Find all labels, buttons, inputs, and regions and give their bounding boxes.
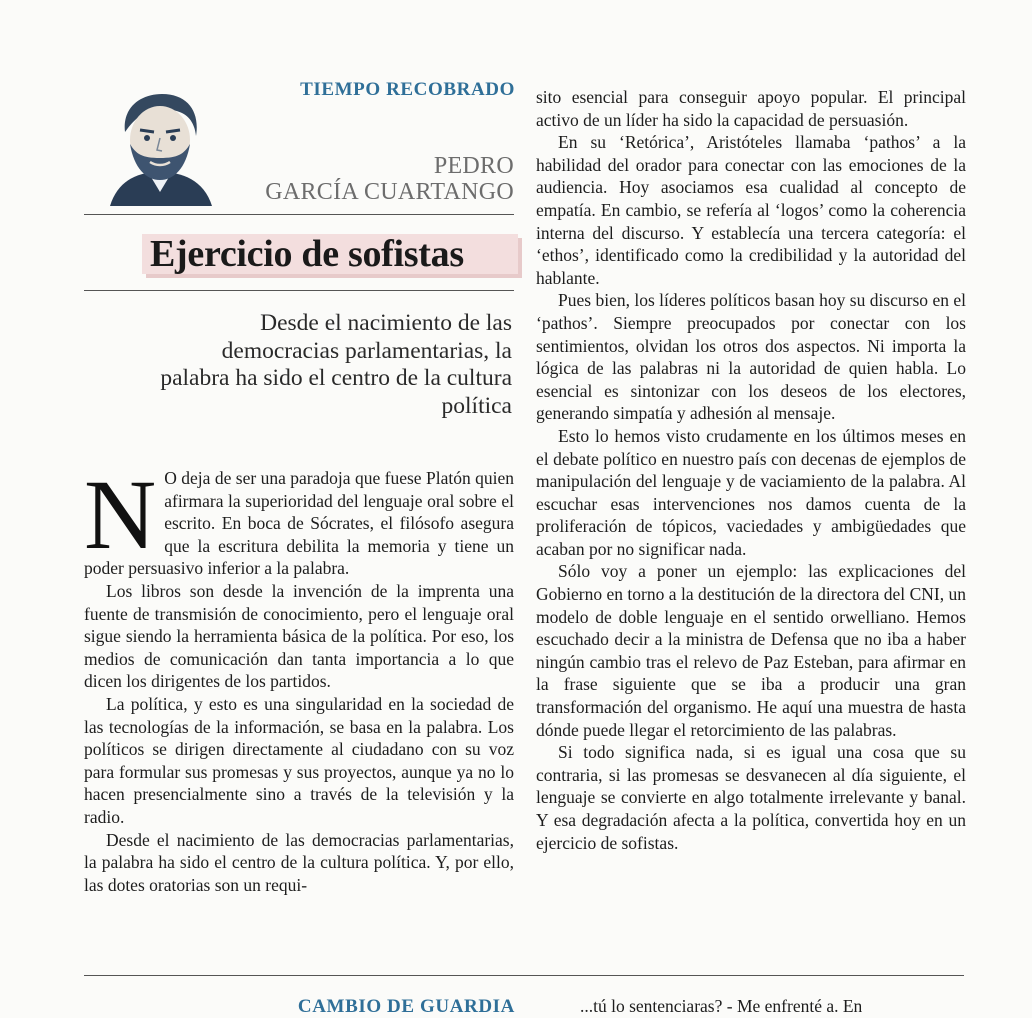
headline-divider [84,290,514,291]
paragraph-3: La política, y esto es una singularidad en la sociedad de las tecnologías de la información, se basa en la palabra. Los políticos se dirigen directamente al ciudadano con su voz para formular sus promesas y sus proyectos, aunque ya no lo hacen presencialmente sino a través de la televisión y la radio. [84,693,514,827]
author-last-name: GARCÍA CUARTANGO [265,179,514,205]
paragraph-9: Sólo voy a poner un ejemplo: las explicaciones del Gobierno en torno a la destitución de la directora del CNI, un modelo de doble lenguaje en el sentido orwelliano. Hemos escuchado decir a la ministra de Defensa que no iba a haber ningún cambio tras el relevo de Paz Esteban, para afirmar en la frase siguiente que se iba a producir una gran transformación del organismo. He aquí una muestra de hasta dónde puede llegar el retorcimiento de las palabras. [536,561,966,740]
paragraph-1-text: O deja de ser una paradoja que fuese Platón quien afirmara la superioridad del lenguaje oral sobre el escrito. En boca de Sócrates, el filósofo asegura que la escritura debilita la memoria y tiene un poder persuasivo inferior a la palabra. [84,468,514,579]
deck-subtitle: Desde el nacimiento de las democracias parlamentarias, la palabra ha sido el centro de la cultura política [160,310,512,419]
section-label: TIEMPO RECOBRADO [300,79,515,100]
paragraph-6: En su ‘Retórica’, Aristóteles llamaba ‘pathos’ a la habilidad del orador para conectar con las emociones de la audiencia. Hoy asociamos esa cualidad al concepto de empatía. En cambio, se refería al ‘logos’ como la coherencia interna del discurso. Y establecía una tercera categoría: el ‘ethos’, identificado como la credibilidad y la autoridad del hablante. [536,132,966,288]
drop-cap: N [84,459,157,570]
paragraph-1 [84,459,514,580]
author-first-name: PEDRO [433,153,514,179]
paragraph-7: Pues bien, los líderes políticos basan hoy su discurso en el ‘pathos’. Siempre preocupados por conectar con los sentimientos, olvidan los otros dos aspectos. Ni importa la lógica de las palabras ni la autoridad de quien habla. Lo esencial es sintonizar con los deseos de los electores, generando simpatía y adhesión al mensaje. [536,290,966,424]
right-column [536,86,966,854]
left-column [84,459,514,896]
author-portrait [100,88,220,210]
top-divider [84,214,514,215]
author-byline [250,153,514,205]
next-article-text-fragment: ...tú lo sentenciaras? - Me enfrenté a. En [580,996,863,1016]
paragraph-5: sito esencial para conseguir apoyo popular. El principal activo de un líder ha sido la capacidad de persuasión. [536,87,966,130]
paragraph-4: Desde el nacimiento de las democracias parlamentarias, la palabra ha sido el centro de la cultura política. Y, por ello, las dotes oratorias son un requi- [84,829,514,895]
bottom-divider [84,975,964,976]
next-section-label: CAMBIO DE GUARDIA [297,996,515,1017]
paragraph-2: Los libros son desde la invención de la imprenta una fuente de transmisión de conocimiento, pero el lenguaje oral sigue siendo la herramienta básica de la política. Por eso, los medios de comunicación dan tanta importancia a lo que dicen los dirigentes de los partidos. [84,580,514,692]
paragraph-10: Si todo significa nada, si es igual una cosa que su contraria, si las promesas se desvanecen al día siguiente, el lenguaje se convierte en algo totalmente irrelevante y banal. Y esa degradación afecta a la política, convertida hoy en un ejercicio de sofistas. [536,742,966,853]
paragraph-8: Esto lo hemos visto crudamente en los últimos meses en el debate político en nuestro país con decenas de ejemplos de manipulación del lenguaje y de vaciamiento de la palabra. Al escuchar esas intervenciones nos damos cuenta de la proliferación de tópicos, vaciedades y ambigüedades que acaban por no significar nada. [536,425,966,559]
headline: Ejercicio de sofistas [150,233,464,275]
